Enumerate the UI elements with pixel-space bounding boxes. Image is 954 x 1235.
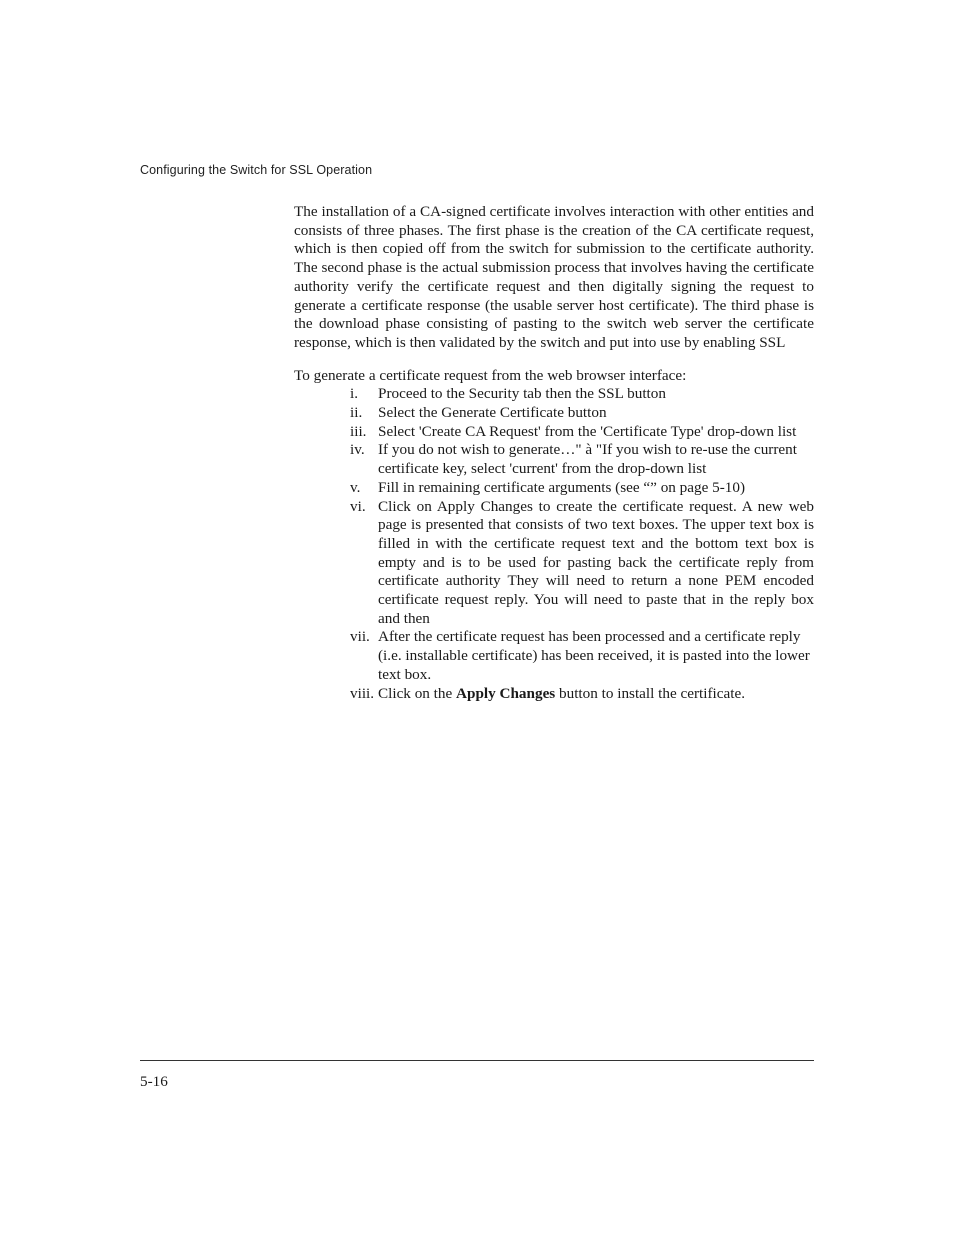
steps-lead-in: To generate a certificate request from the web browser interface:: [294, 366, 687, 384]
list-item: [294, 385, 814, 404]
step-text: [378, 685, 814, 704]
list-item: [294, 628, 814, 684]
step-number: ii.: [350, 404, 363, 422]
step-text: Proceed to the Security tab then the SSL button: [378, 385, 666, 403]
list-item: [294, 423, 814, 442]
step-text-after: button to install the certificate.: [555, 684, 746, 702]
list-item: [294, 479, 814, 498]
step-text: After the certificate request has been processed and a certificate reply (i.e. installable certificate) has been received, it is pasted into the lower text box.: [378, 628, 810, 683]
list-item: [294, 441, 814, 478]
list-item: [294, 498, 814, 629]
step-number: vii.: [350, 628, 370, 646]
step-text-before: Click on the: [378, 684, 457, 702]
step-text: Select the Generate Certificate button: [378, 404, 607, 422]
list-item: [294, 685, 814, 704]
main-content: [294, 203, 814, 703]
step-number: i.: [350, 385, 359, 403]
list-item: [294, 404, 814, 423]
footer-rule: [140, 1060, 814, 1061]
step-text: Click on Apply Changes to create the certificate request. A new web page is presented that consists of two text boxes. The upper text box is filled in with the certificate request text and the bottom text box is empty and is to be used for pasting back the certificate reply from certificate authority They will need to return a none PEM encoded certificate request reply. You will need to paste that in the reply box and then: [378, 497, 814, 627]
step-number: vi.: [350, 497, 366, 515]
step-number: iii.: [350, 422, 367, 440]
running-header: Configuring the Switch for SSL Operation: [140, 163, 373, 177]
apply-changes-emphasis: Apply Changes: [456, 684, 556, 702]
step-number: iv.: [350, 441, 365, 459]
step-number: viii.: [350, 684, 375, 702]
step-text: Fill in remaining certificate arguments (see “” on page 5-10): [378, 478, 746, 496]
intro-paragraph: The installation of a CA-signed certificate involves interaction with other entities and consists of three phases. The first phase is the creation of the CA certificate request, which is then copied off from the switch for submission to the certificate authority. The second phase is the actual submission process that involves having the certificate authority verify the certificate request and then digitally signing the request to generate a certificate response (the usable server host certificate). The third phase is the download phase consisting of pasting to the switch web server the certificate response, which is then validated by the switch and put into use by enabling SSL: [294, 203, 814, 351]
step-number: v.: [350, 478, 361, 496]
step-text: If you do not wish to generate…" à "If you wish to re-use the current certificate key, select 'current' from the drop-down list: [378, 441, 797, 478]
step-text: Select 'Create CA Request' from the 'Certificate Type' drop-down list: [378, 422, 797, 440]
steps-list: [294, 385, 814, 703]
page-number: 5-16: [140, 1073, 168, 1090]
